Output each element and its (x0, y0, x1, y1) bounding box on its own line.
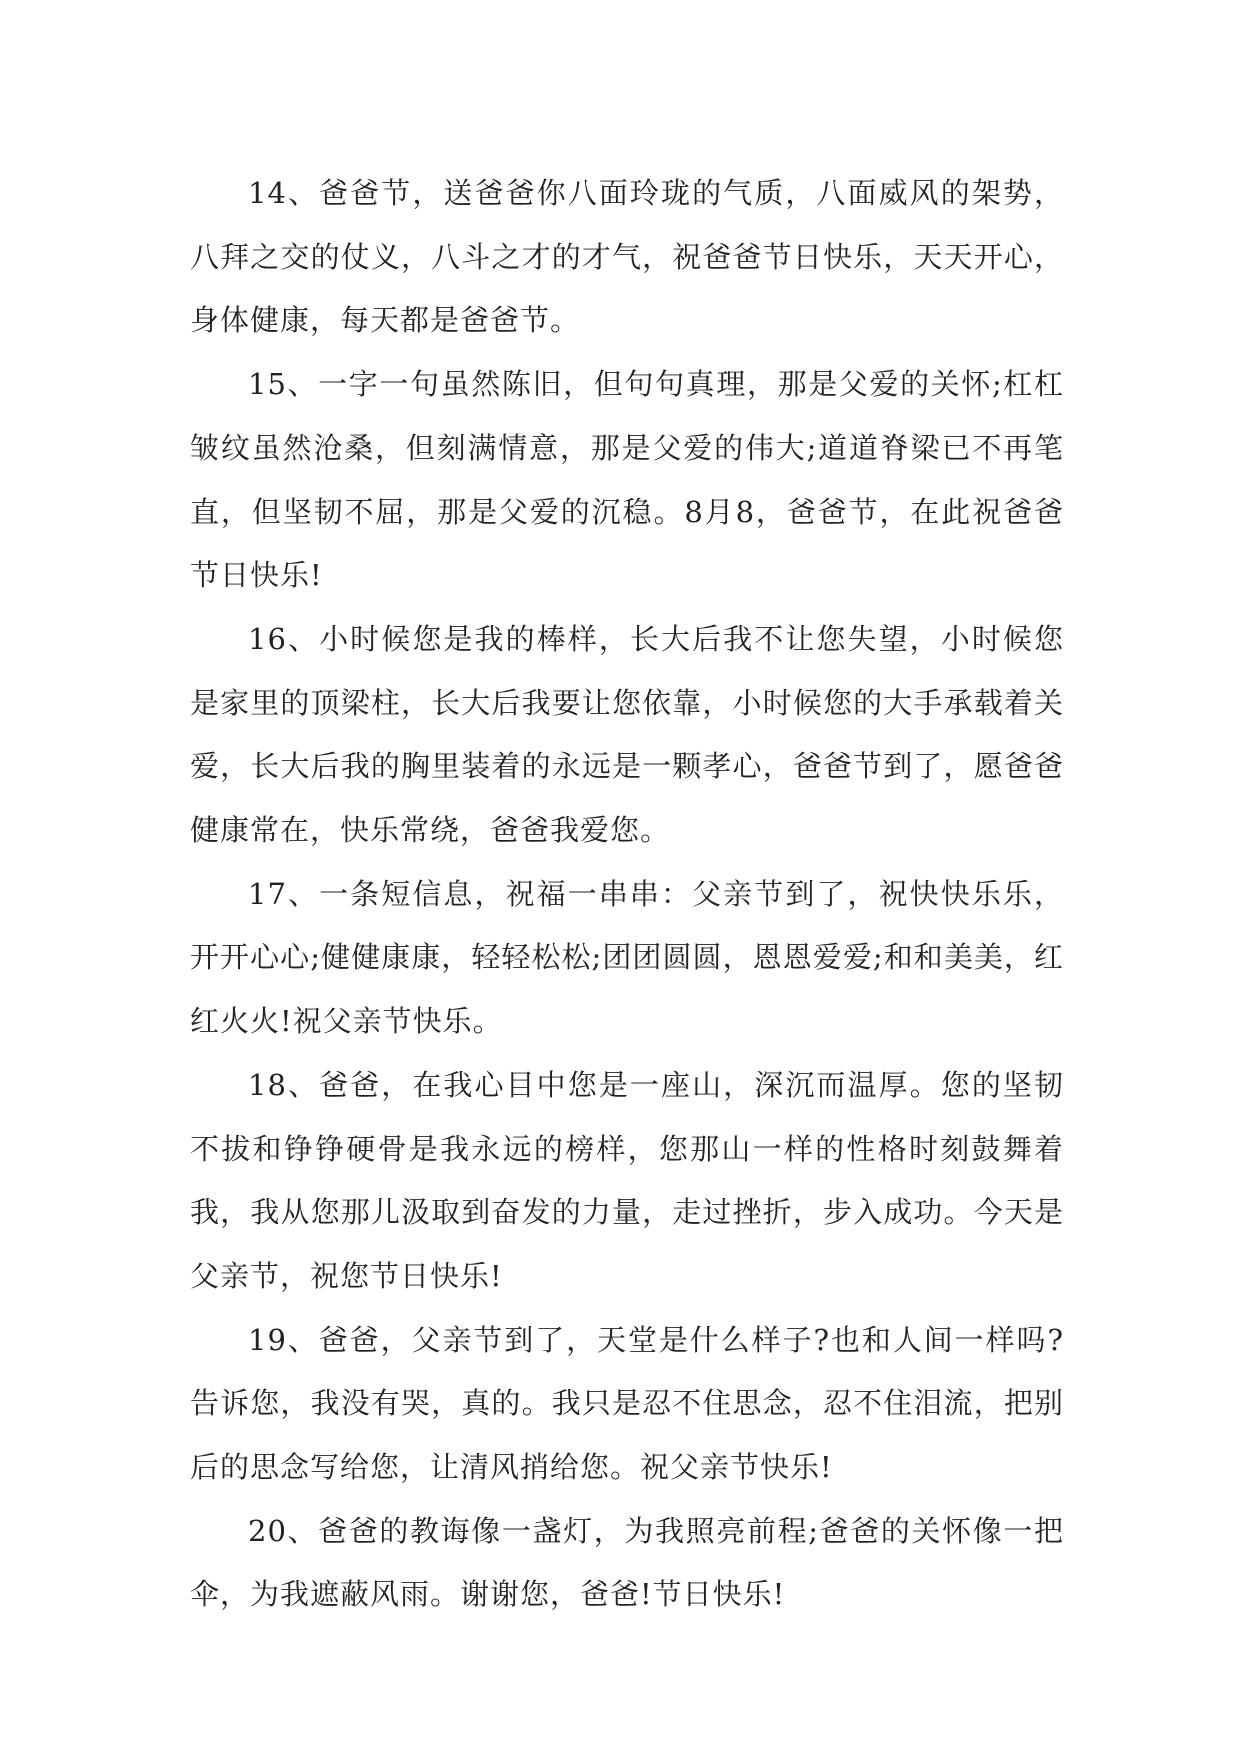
paragraph-18: 18、爸爸，在我心目中您是一座山，深沉而温厚。您的坚韧不拔和铮铮硬骨是我永远的榜样，您那山一样的性格时刻鼓舞着我，我从您那儿汲取到奋发的力量，走过挫折，步入成功。今天是父亲节，祝您节日快乐! (190, 1067, 1064, 1293)
paragraph-16: 16、小时候您是我的棒样，长大后我不让您失望，小时候您是家里的顶梁柱，长大后我要让您依靠，小时候您的大手承载着关爱，长大后我的胸里装着的永远是一颗孝心，爸爸节到了，愿爸爸健康常在，快乐常绕，爸爸我爱您。 (190, 621, 1064, 848)
paragraph-14: 14、爸爸节，送爸爸你八面玲珑的气质，八面威风的架势，八拜之交的仗义，八斗之才的才气，祝爸爸节日快乐，天天开心，身体健康，每天都是爸爸节。 (190, 176, 1064, 338)
paragraph-15: 15、一字一句虽然陈旧，但句句真理，那是父爱的关怀;杠杠皱纹虽然沧桑，但刻满情意，那是父爱的伟大;道道脊梁已不再笔直，但坚韧不屈，那是父爱的沉稳。8月8，爸爸节，在此祝爸爸节日快乐! (190, 367, 1064, 593)
paragraph-20: 20、爸爸的教诲像一盏灯，为我照亮前程;爸爸的关怀像一把伞，为我遮蔽风雨。谢谢您，爸爸!节日快乐! (190, 1513, 1064, 1612)
document-body (190, 162, 1064, 1627)
paragraph-17: 17、一条短信息，祝福一串串：父亲节到了，祝快快乐乐，开开心心;健健康康，轻轻松松;团团圆圆，恩恩爱爱;和和美美，红红火火!祝父亲节快乐。 (190, 876, 1064, 1039)
paragraph-19: 19、爸爸，父亲节到了，天堂是什么样子?也和人间一样吗?告诉您，我没有哭，真的。我只是忍不住思念，忍不住泪流，把别后的思念写给您，让清风捎给您。祝父亲节快乐! (190, 1322, 1064, 1485)
